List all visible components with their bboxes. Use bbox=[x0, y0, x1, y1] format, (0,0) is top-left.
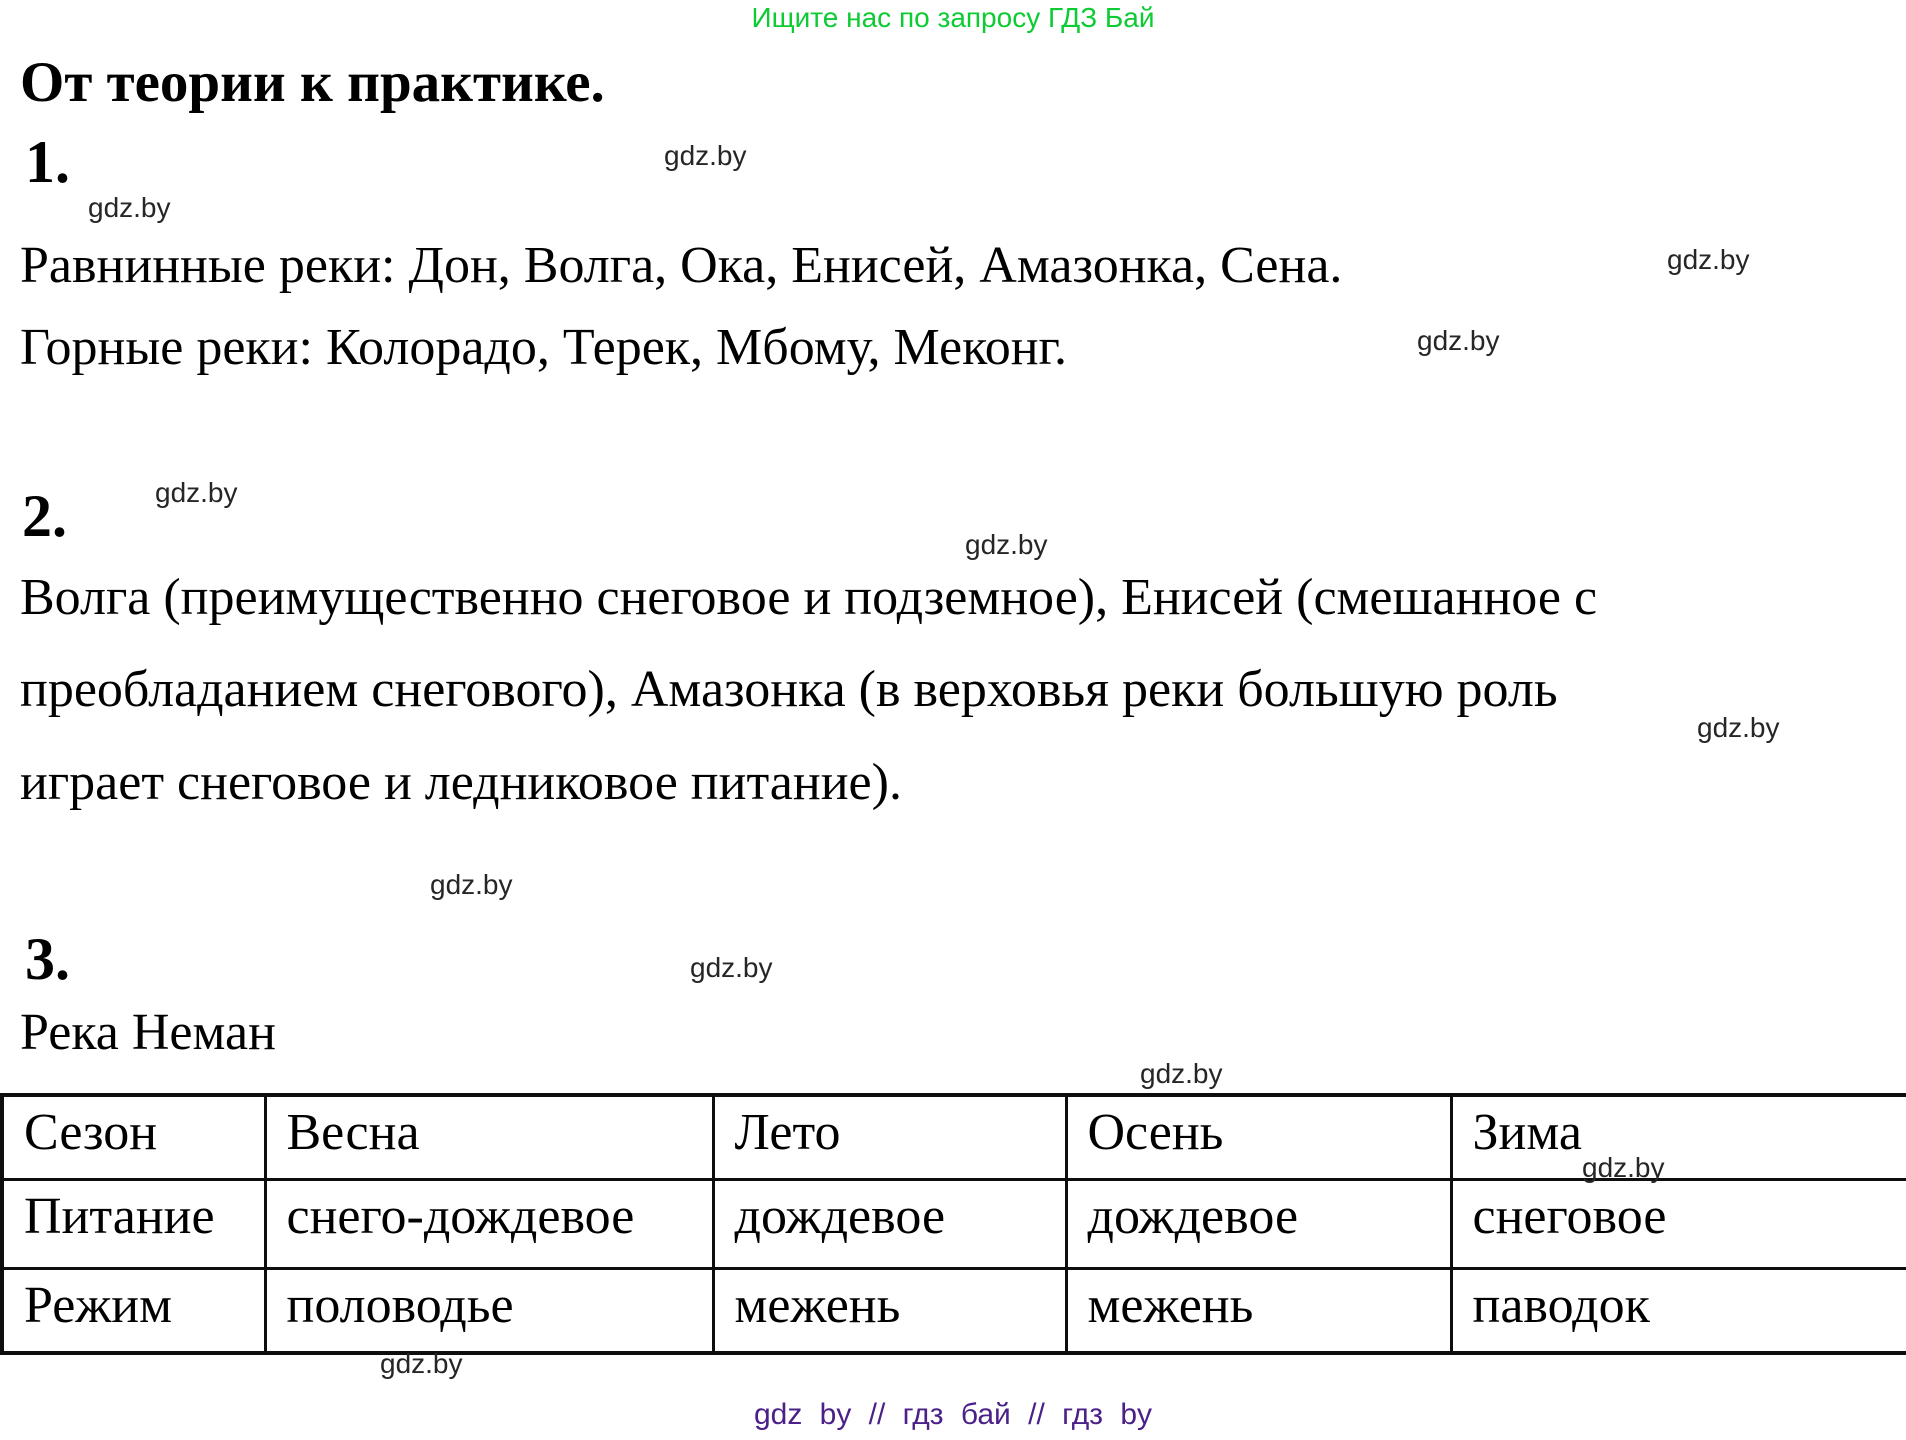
table-cell: Питание bbox=[2, 1179, 265, 1268]
table-header-cell-winter: Зима bbox=[1451, 1095, 1906, 1179]
watermark: gdz.by bbox=[1697, 712, 1780, 743]
table-row-feeding bbox=[2, 1179, 1906, 1268]
watermark: gdz.by bbox=[430, 869, 513, 900]
watermark: gdz.by bbox=[690, 952, 773, 983]
watermark: gdz.by bbox=[1667, 244, 1750, 275]
watermark: gdz.by bbox=[1417, 325, 1500, 356]
watermark: gdz.by bbox=[88, 192, 171, 223]
table-cell: снеговое bbox=[1451, 1179, 1906, 1268]
task-1-line-mountain: Горные реки: Колорадо, Терек, Мбому, Меконг. bbox=[20, 319, 1068, 376]
watermark: gdz.by bbox=[1140, 1058, 1223, 1089]
table-cell: Режим bbox=[2, 1268, 265, 1353]
task-2-line-3: играет снеговое и ледниковое питание). bbox=[20, 754, 902, 811]
table-header-cell-season: Сезон bbox=[2, 1095, 265, 1179]
table-cell: дождевое bbox=[1066, 1179, 1451, 1268]
watermark: gdz.by bbox=[1582, 1152, 1665, 1183]
task-3-subtitle: Река Неман bbox=[20, 1004, 276, 1061]
table-cell: половодье bbox=[265, 1268, 713, 1353]
task-2-line-2: преобладанием снегового), Амазонка (в верховья реки большую роль bbox=[20, 661, 1558, 718]
table-cell: паводок bbox=[1451, 1268, 1906, 1353]
task-1-line-plains: Равнинные реки: Дон, Волга, Ока, Енисей, Амазонка, Сена. bbox=[20, 237, 1343, 294]
table-header-cell-autumn: Осень bbox=[1066, 1095, 1451, 1179]
table-header-cell-spring: Весна bbox=[265, 1095, 713, 1179]
task-2-number: 2. bbox=[22, 483, 67, 549]
task-3-number: 3. bbox=[25, 926, 70, 992]
table-row-regime bbox=[2, 1268, 1906, 1353]
table-cell: дождевое bbox=[713, 1179, 1066, 1268]
table-cell: межень bbox=[713, 1268, 1066, 1353]
table-cell: снего-дождевое bbox=[265, 1179, 713, 1268]
table-header-cell-summer: Лето bbox=[713, 1095, 1066, 1179]
river-regime-table-wrap bbox=[0, 1093, 1906, 1355]
watermark: gdz.by bbox=[965, 529, 1048, 560]
watermark: gdz.by bbox=[155, 477, 238, 508]
watermark: gdz.by bbox=[380, 1348, 463, 1379]
river-regime-table bbox=[0, 1093, 1906, 1355]
task-1-number: 1. bbox=[25, 129, 70, 195]
watermark: gdz.by bbox=[664, 140, 747, 171]
promo-banner: Ищите нас по запросу ГДЗ Бай bbox=[751, 2, 1155, 33]
page-title: От теории к практике. bbox=[20, 51, 605, 114]
footer-search-queries: gdz by // гдз бай // гдз by bbox=[753, 1398, 1153, 1431]
task-2-line-1: Волга (преимущественно снеговое и подземное), Енисей (смешанное с bbox=[20, 569, 1598, 626]
table-cell: межень bbox=[1066, 1268, 1451, 1353]
